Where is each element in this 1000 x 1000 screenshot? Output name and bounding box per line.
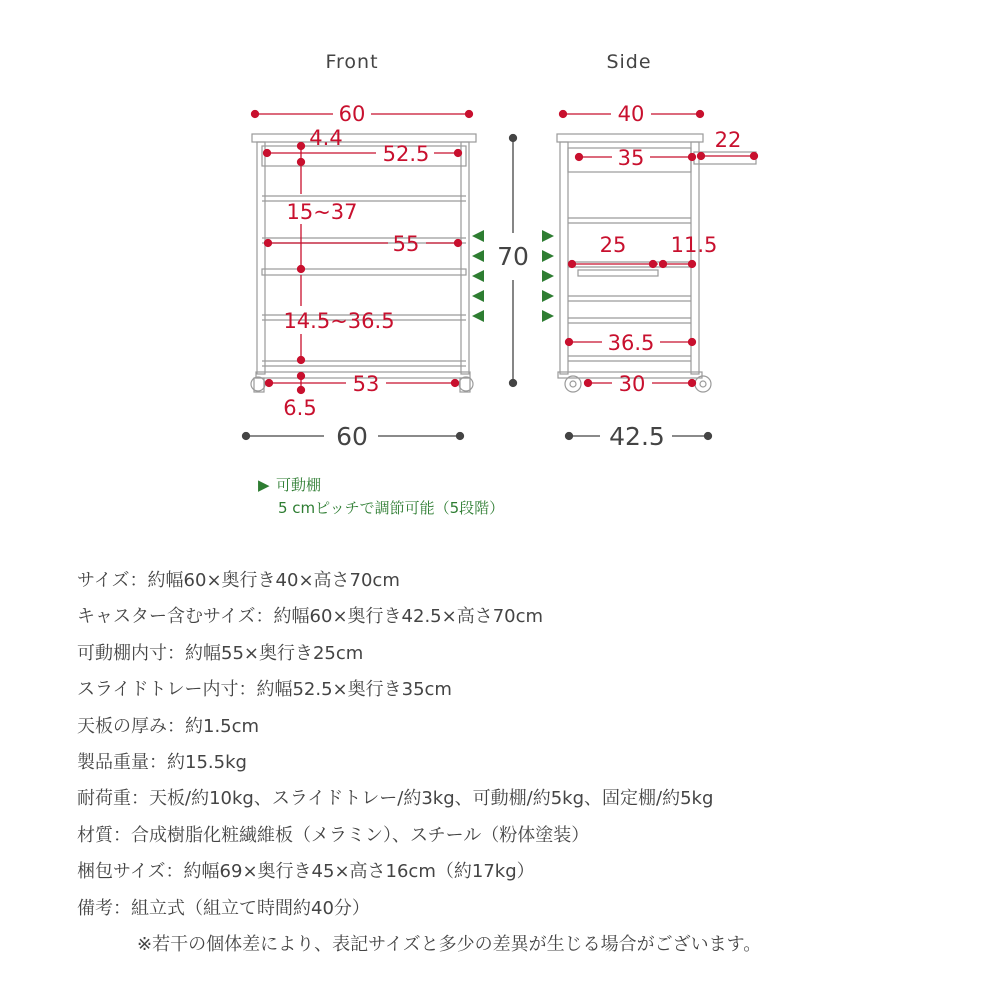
spec-remarks: 備考：組立式（組立て時間約40分）: [77, 897, 370, 919]
shelf-position-marker: [542, 310, 554, 322]
side-red-labels: [600, 102, 742, 396]
shelf-position-marker: [472, 250, 484, 262]
front-pitch-lower-label: 14.5~36.5: [283, 309, 395, 333]
side-shelf-depth-label: 25: [599, 233, 627, 257]
front-offset-label: 4.4: [309, 126, 343, 150]
spec-package-size: 梱包サイズ：約幅69×奥行き45×高さ16cm（約17kg）: [77, 861, 535, 883]
side-tray-extension-label: 22: [714, 128, 742, 152]
shelf-position-marker: [472, 270, 484, 282]
side-tray-depth-label: 35: [617, 146, 645, 170]
front-view-title: Front: [325, 51, 379, 73]
side-depth-top-label: 40: [617, 102, 645, 126]
overall-depth-label: 42.5: [609, 422, 665, 451]
play-triangle-icon: ▶: [258, 476, 270, 494]
spec-note: ※若干の個体差により、表記サイズと多少の差異が生じる場合がございます。: [137, 934, 762, 956]
front-bottom-clearance-label: 6.5: [283, 396, 317, 420]
front-base-width-label: 53: [352, 372, 380, 396]
shelf-position-marker: [472, 290, 484, 302]
shelf-position-marker: [472, 230, 484, 242]
front-width-top-label: 60: [338, 102, 366, 126]
front-view-cart: [251, 134, 476, 392]
side-view-title: Side: [606, 51, 652, 73]
spec-shelf-inner: 可動棚内寸：約幅55×奥行き25cm: [77, 642, 364, 664]
legend-line-1: [258, 474, 504, 497]
side-shelf-offset-label: 11.5: [670, 233, 718, 257]
overall-height-label: 70: [497, 242, 529, 271]
front-shelf-width-label: 55: [392, 232, 420, 256]
overall-width-label: 60: [336, 422, 368, 451]
shelf-position-marker: [542, 270, 554, 282]
legend-label: 可動棚: [276, 476, 322, 494]
spec-material: 材質：合成樹脂化粧繊維板（メラミン）、スチール（粉体塗装）: [77, 824, 590, 846]
legend-detail: 5 cmピッチで調節可能（5段階）: [278, 499, 505, 517]
spec-load-capacity: 耐荷重：天板/約10kg、スライドトレー/約3kg、可動棚/約5kg、固定棚/約5kg: [77, 788, 714, 810]
side-bottom-shelf-depth-label: 36.5: [607, 331, 655, 355]
spec-top-thickness: 天板の厚み：約1.5cm: [77, 715, 260, 737]
spec-size: サイズ：約幅60×奥行き40×高さ70cm: [77, 570, 400, 591]
front-shelf-markers: [472, 230, 484, 322]
shelf-position-marker: [542, 290, 554, 302]
front-red-dimensions: [252, 111, 473, 394]
spec-size-with-casters: キャスター含むサイズ：約幅60×奥行き42.5×高さ70cm: [77, 606, 544, 628]
spec-tray-inner: スライドトレー内寸：約幅52.5×奥行き35cm: [77, 679, 452, 701]
dimension-diagram: [0, 0, 1000, 480]
shelf-position-marker: [542, 230, 554, 242]
front-pitch-upper-label: 15~37: [286, 200, 358, 224]
spec-weight: 製品重量：約15.5kg: [77, 752, 247, 774]
side-caster-span-label: 30: [618, 372, 646, 396]
front-tray-width-label: 52.5: [382, 142, 430, 166]
adjustable-shelf-legend: [258, 474, 504, 520]
shelf-position-marker: [472, 310, 484, 322]
side-shelf-markers: [542, 230, 554, 322]
shelf-position-marker: [542, 250, 554, 262]
spec-list: [77, 563, 987, 963]
